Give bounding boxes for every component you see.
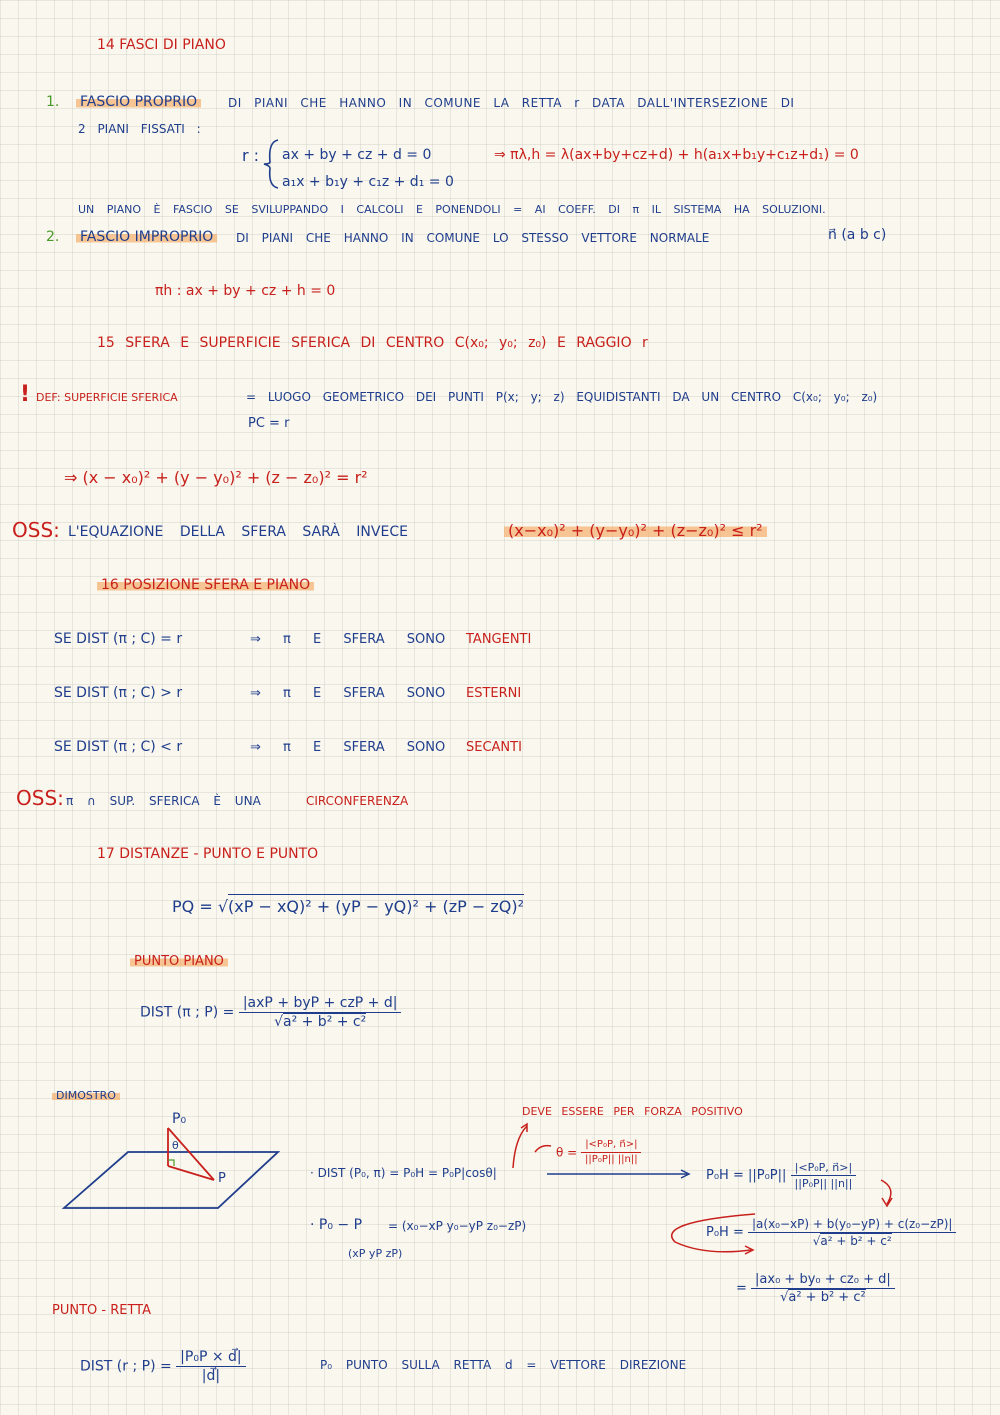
item-2-term: FASCIO IMPROPRIO — [76, 230, 217, 244]
point-line-note: P₀ PUNTO SULLA RETTA d = VETTORE DIREZIONE — [320, 1358, 687, 1372]
condition-2: SE DIST (π ; C) > r — [54, 685, 183, 701]
consequence-3: ⇒ π E SFERA SONO — [250, 740, 446, 755]
item-2-text: DI PIANI CHE HANNO IN COMUNE LO STESSO VETTORE NORMALE — [236, 231, 710, 245]
section-17-title: 17 DISTANZE - PUNTO E PUNTO — [97, 846, 319, 862]
result-3: SECANTI — [466, 740, 522, 755]
vector-p: (xP yP zP) — [348, 1247, 403, 1260]
distance-point-plane-line: · DIST (P₀, π) = P₀H = P₀P|cosθ| — [310, 1166, 497, 1180]
oss-label-15: OSS: — [12, 518, 60, 542]
definition-pc: PC = r — [248, 416, 290, 431]
item-1-text: DI PIANI CHE HANNO IN COMUNE LA RETTA r DATA DALL'INTERSEZIONE DI — [228, 96, 795, 110]
proof-label: DIMOSTRO — [52, 1090, 120, 1101]
system-eq-1: ax + by + cz + d = 0 — [282, 147, 432, 163]
section-15-title: 15 SFERA E SUPERFICIE SFERICA DI CENTRO C(x₀; y₀; z₀) E RAGGIO r — [97, 335, 648, 351]
p0h-expanded: P₀H = $\frac{\text{|a(x₀−xP) + b(y₀−yP) + c(z₀−zP)|}}{\text{√a² + b² + c²}}$ — [706, 1218, 956, 1247]
section-14-title: 14 FASCI DI PIANO — [97, 37, 226, 53]
system-label: r : — [242, 146, 260, 165]
consequence-2: ⇒ π E SFERA SONO — [250, 686, 446, 701]
sphere-equation: (x−x₀)² + (y−y₀)² + (z−z₀)² ≤ r² — [504, 523, 767, 539]
fig-theta: θ — [172, 1139, 179, 1152]
item-1-text-2: 2 PIANI FISSATI : — [78, 122, 201, 136]
point-point-distance: PQ = √(xP − xQ)² + (yP − yQ)² + (zP − zQ)² — [172, 899, 524, 915]
normal-vector: n⃗ (a b c) — [828, 227, 887, 243]
result-2: ESTERNI — [466, 686, 522, 701]
p0h-formula: P₀H = ||P₀P|| $\frac{\text{|<P₀P, n⃗>|}}{\text{||P₀P|| ||n||}}$ — [706, 1162, 856, 1189]
oss-text-15: L'EQUAZIONE DELLA SFERA SARÀ INVECE — [68, 524, 408, 540]
condition-3: SE DIST (π ; C) < r — [54, 739, 183, 755]
section-16-title: 16 POSIZIONE SFERA E PIANO — [97, 578, 314, 592]
system-eq-2: a₁x + b₁y + c₁z + d₁ = 0 — [282, 174, 454, 190]
fig-p: P — [218, 1171, 226, 1186]
item-2-number: 2. — [46, 229, 60, 245]
fig-p0: P₀ — [172, 1111, 187, 1127]
p0h-final: = $\frac{\text{|ax₀ + by₀ + cz₀ + d|}}{\text{√a² + b² + c²}}$ — [736, 1273, 895, 1304]
point-line-formula: DIST (r ; P) = $\frac{\text{|P₀P × d⃗|}}{|d⃗|}$ — [80, 1350, 246, 1383]
point-plane-label: PUNTO PIANO — [130, 955, 228, 968]
oss-text-16: π ∩ SUP. SFERICA È UNA — [66, 794, 261, 808]
pencil-note: UN PIANO È FASCIO SE SVILUPPANDO I CALCOLI E PONENDOLI = AI COEFF. DI π IL SISTEMA HA SOLUZIONI. — [78, 203, 826, 216]
pencil-equation: ⇒ πλ,h = λ(ax+by+cz+d) + h(a₁x+b₁y+c₁z+d₁) = 0 — [494, 147, 859, 163]
must-be-positive-note: DEVE ESSERE PER FORZA POSITIVO — [522, 1105, 743, 1118]
vector-p0-minus-p: · P₀ − P — [310, 1217, 363, 1233]
condition-1: SE DIST (π ; C) = r — [54, 631, 183, 647]
theta-formula: θ = $\frac{\text{|<P₀P, n⃗>|}}{\text{||P₀P|| ||n||}}$ — [556, 1140, 642, 1165]
item-1-term: FASCIO PROPRIO — [76, 95, 201, 109]
point-plane-formula: DIST (π ; P) = $\frac{\text{|axP + byP + czP + d|}}{\text{√a² + b² + c²}}$ — [140, 996, 401, 1029]
item-1-number: 1. — [46, 94, 60, 110]
sphere-surface-equation: ⇒ (x − x₀)² + (y − y₀)² + (z − z₀)² = r² — [64, 468, 368, 487]
definition-mark: ! — [20, 382, 31, 407]
system-brace — [262, 138, 282, 190]
oss-result-16: CIRCONFERENZA — [306, 794, 409, 808]
point-line-label: PUNTO - RETTA — [52, 1303, 151, 1318]
definition-label: DEF: SUPERFICIE SFERICA — [36, 391, 178, 404]
improper-equation: πh : ax + by + cz + h = 0 — [155, 283, 336, 299]
oss-label-16: OSS: — [16, 786, 64, 810]
definition-text: = LUOGO GEOMETRICO DEI PUNTI P(x; y; z) EQUIDISTANTI DA UN CENTRO C(x₀; y₀; z₀) — [246, 390, 878, 404]
consequence-1: ⇒ π E SFERA SONO — [250, 632, 446, 647]
vector-result: = (x₀−xP y₀−yP z₀−zP) — [388, 1219, 527, 1233]
result-1: TANGENTI — [466, 632, 532, 647]
